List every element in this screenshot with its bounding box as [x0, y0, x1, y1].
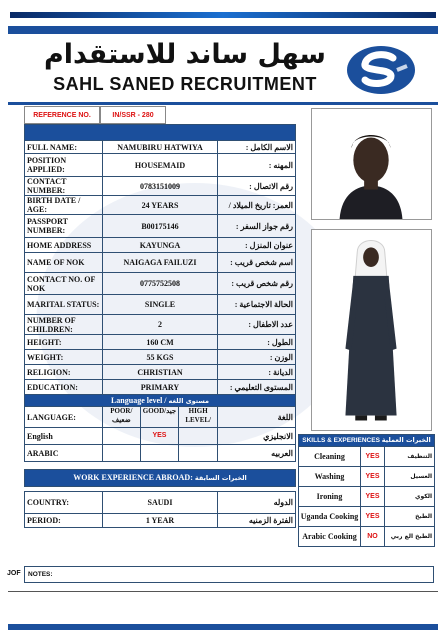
- experience-value: 1 YEAR: [103, 514, 218, 528]
- bottom-divider: [8, 591, 438, 592]
- skill-label: Uganda Cooking: [299, 507, 361, 527]
- company-name-arabic: سهل ساند للاستقدام: [44, 39, 326, 70]
- field-label: POSITION APPLIED:: [25, 154, 103, 177]
- language-name: English: [25, 428, 103, 445]
- field-value: HOUSEMAID: [103, 154, 218, 177]
- field-label: EDUCATION:: [25, 380, 103, 395]
- skills-header: [299, 435, 435, 447]
- personal-row: [25, 253, 296, 273]
- reference-value: IN/SSR - 280: [100, 106, 166, 124]
- field-value: 55 KGS: [103, 350, 218, 365]
- skill-label: Ironing: [299, 487, 361, 507]
- skill-row: [299, 487, 435, 507]
- skill-value: YES: [361, 467, 385, 487]
- language-name-ar: الانجليزي: [218, 428, 296, 445]
- language-poor-cell: [103, 428, 141, 444]
- spacer-row: [25, 462, 296, 470]
- experience-label: PERIOD:: [25, 514, 103, 528]
- skill-label-ar: الغسيل: [385, 467, 435, 487]
- language-poor-cell: [103, 445, 141, 461]
- field-label-ar: رقم شخص قريب :: [218, 273, 296, 295]
- language-name-ar: العربيه: [218, 445, 296, 462]
- personal-row: [25, 295, 296, 315]
- field-label-ar: العمر: تاريخ الميلاد /: [218, 196, 296, 215]
- experience-label: COUNTRY:: [25, 492, 103, 514]
- field-label: NAME OF NOK: [25, 253, 103, 273]
- field-label: PASSPORT NUMBER:: [25, 215, 103, 238]
- field-label: CONTACT NO. OF NOK: [25, 273, 103, 295]
- field-label: WEIGHT:: [25, 350, 103, 365]
- language-col-high: HIGH LEVEL/: [185, 407, 211, 424]
- experience-value: SAUDI: [103, 492, 218, 514]
- personal-row: [25, 177, 296, 196]
- language-high-cell: [179, 445, 217, 461]
- language-header-label: LANGUAGE:: [25, 407, 103, 428]
- skills-title-ar: الخبرات العملية: [381, 436, 431, 444]
- field-label: BIRTH DATE / AGE:: [25, 196, 103, 215]
- skill-row: [299, 467, 435, 487]
- language-section-header: Language level / مستوى اللغه: [25, 395, 296, 407]
- full-body-photo: [311, 229, 432, 431]
- passport-photo: [311, 108, 432, 220]
- personal-row: [25, 141, 296, 154]
- header-divider: [8, 102, 438, 105]
- language-col-poor: POOR/ ضعيف: [103, 407, 141, 427]
- personal-row: [25, 315, 296, 335]
- personal-row: [25, 380, 296, 395]
- form-top-bar: [25, 125, 296, 141]
- jof-label: JOF: [7, 570, 21, 577]
- field-label-ar: رقم الاتصال :: [218, 177, 296, 196]
- language-high-cell: [179, 428, 217, 444]
- language-col-good: GOOD/جيد: [141, 407, 180, 427]
- field-label-ar: الوزن :: [218, 350, 296, 365]
- skill-label: Cleaning: [299, 447, 361, 467]
- experience-label-ar: الفترة الزمنيه: [218, 514, 296, 528]
- headshot-portrait-icon: [312, 109, 431, 219]
- field-value: B00175146: [103, 215, 218, 238]
- language-header-row: [25, 407, 296, 428]
- language-section-title-ar: مستوى اللغه: [168, 396, 210, 405]
- company-name-english: SAHL SANED RECRUITMENT: [53, 74, 317, 94]
- experience-section-header: [25, 470, 296, 487]
- language-name: ARABIC: [25, 445, 103, 462]
- notes-box: [24, 566, 434, 583]
- skill-row: [299, 527, 435, 547]
- skill-value: YES: [361, 507, 385, 527]
- personal-row: [25, 196, 296, 215]
- field-label-ar: المستوى التعليمي :: [218, 380, 296, 395]
- field-label-ar: عدد الاطفال :: [218, 315, 296, 335]
- skill-label-ar: الطبخ: [385, 507, 435, 527]
- skill-value: YES: [361, 447, 385, 467]
- field-value: NAMUBIRU HATWIYA: [103, 141, 218, 154]
- skill-value: NO: [361, 527, 385, 547]
- personal-row: [25, 238, 296, 253]
- top-blue-bar: [8, 26, 438, 34]
- personal-row: [25, 273, 296, 295]
- experience-section-title-ar: الخبرات السابقة: [194, 474, 247, 482]
- field-label-ar: الطول :: [218, 335, 296, 350]
- skill-value: YES: [361, 487, 385, 507]
- field-label: NUMBER OF CHILDREN:: [25, 315, 103, 335]
- skills-title: SKILLS & EXPERIENCES: [302, 437, 380, 444]
- personal-info-table: [24, 124, 296, 528]
- field-value: 160 CM: [103, 335, 218, 350]
- field-label: CONTACT NUMBER:: [25, 177, 103, 196]
- experience-label-ar: الدوله: [218, 492, 296, 514]
- field-label-ar: الديانة :: [218, 365, 296, 380]
- skill-label: Washing: [299, 467, 361, 487]
- company-header: [30, 38, 430, 100]
- experience-section-title: WORK EXPERIENCE ABROAD:: [73, 473, 193, 482]
- field-label-ar: عنوان المنزل :: [218, 238, 296, 253]
- field-label: MARITAL STATUS:: [25, 295, 103, 315]
- language-section-title: Language level: [110, 395, 163, 405]
- full-body-portrait-icon: [312, 230, 431, 430]
- personal-row: [25, 365, 296, 380]
- language-good-cell: [141, 445, 180, 461]
- field-label-ar: رقم جواز السفر :: [218, 215, 296, 238]
- experience-row: [25, 492, 296, 514]
- top-gradient-bar: [10, 12, 436, 18]
- reference-label: REFERENCE NO.: [24, 106, 100, 124]
- field-label-ar: الاسم الكامل :: [218, 141, 296, 154]
- skills-table: [298, 434, 435, 547]
- field-label: FULL NAME:: [25, 141, 103, 154]
- skill-row: [299, 507, 435, 527]
- language-good-cell: YES: [141, 428, 180, 444]
- skill-label-ar: التنظيف: [385, 447, 435, 467]
- personal-row: [25, 335, 296, 350]
- bottom-blue-bar: [8, 624, 438, 630]
- field-label: HEIGHT:: [25, 335, 103, 350]
- field-value: NAIGAGA FAILUZI: [103, 253, 218, 273]
- field-value: SINGLE: [103, 295, 218, 315]
- notes-label: NOTES:: [28, 571, 53, 578]
- language-row: [25, 445, 296, 462]
- skill-label-ar: الكوي: [385, 487, 435, 507]
- field-value: 2: [103, 315, 218, 335]
- field-value: 0775752508: [103, 273, 218, 295]
- field-value: PRIMARY: [103, 380, 218, 395]
- field-label: RELIGION:: [25, 365, 103, 380]
- language-row: [25, 428, 296, 445]
- field-label-ar: الحالة الاجتماعية :: [218, 295, 296, 315]
- experience-row: [25, 514, 296, 528]
- field-label-ar: المهنه :: [218, 154, 296, 177]
- skill-row: [299, 447, 435, 467]
- personal-row: [25, 215, 296, 238]
- field-value: 24 YEARS: [103, 196, 218, 215]
- personal-row: [25, 154, 296, 177]
- field-value: KAYUNGA: [103, 238, 218, 253]
- personal-row: [25, 350, 296, 365]
- skill-label-ar: الطبخ الع ربي: [385, 527, 435, 547]
- skill-label: Arabic Cooking: [299, 527, 361, 547]
- field-value: CHRISTIAN: [103, 365, 218, 380]
- field-label-ar: اسم شخص قريب :: [218, 253, 296, 273]
- field-label: HOME ADDRESS: [25, 238, 103, 253]
- language-header-ar: اللغة: [218, 407, 296, 428]
- field-value: 0783151009: [103, 177, 218, 196]
- company-logo-icon: [345, 44, 417, 96]
